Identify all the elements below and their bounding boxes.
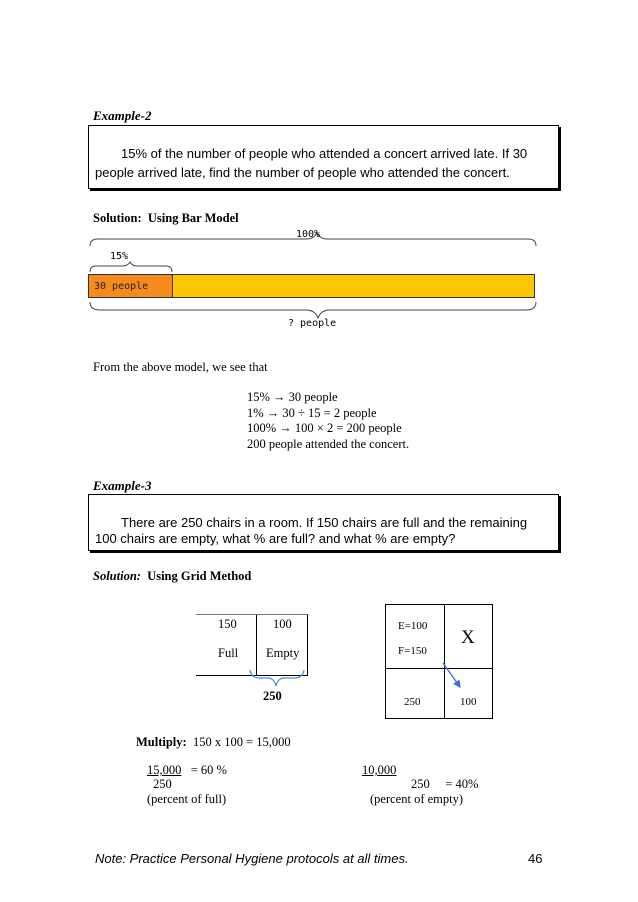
full-denominator: 250 [153, 777, 172, 791]
multiply-expression: 150 x 100 = 15,000 [192, 735, 291, 749]
empty-numerator: 10,000 [362, 763, 397, 777]
left-grid [196, 614, 308, 676]
solution-method: Using Bar Model [147, 211, 239, 225]
total-brace [248, 668, 308, 690]
step-4: 200 people attended the concert. [247, 436, 410, 451]
page-number: 46 [528, 851, 543, 866]
example-3-problem-box [88, 494, 559, 551]
problem-line-2: people arrived late, find the number of people who attended the concert. [95, 165, 510, 180]
whole-label: ? people [288, 318, 337, 329]
example-2-problem-box [88, 125, 559, 189]
problem-line-1: There are 250 chairs in a room. If 150 chairs are full and the remaining [121, 515, 528, 530]
f-label: F=150 [398, 645, 427, 657]
full-numerator: 15,000 [147, 763, 182, 777]
from-model-text: From the above model, we see that [93, 360, 268, 374]
right-grid-total: 250 [404, 696, 421, 708]
empty-denominator-line [411, 777, 478, 792]
empty-denominator: 250 [411, 777, 430, 791]
right-grid-hdivider [386, 668, 492, 669]
left-grid-total: 250 [263, 689, 282, 703]
left-grid-divider [256, 615, 257, 675]
example-2-solution-heading [93, 211, 239, 226]
part-percent-label: 15% [110, 251, 129, 262]
step-1: 15% → 30 people [247, 390, 338, 404]
example-3-solution-heading [93, 569, 251, 584]
bar-part-segment [88, 274, 173, 298]
footer-note: Note: Practice Personal Hygiene protocols at all times. [95, 851, 409, 866]
bottom-brace [90, 302, 536, 318]
empty-label: Empty [266, 646, 300, 660]
e-label: E=100 [398, 620, 428, 632]
x-label: X [461, 627, 475, 648]
part-brace [90, 262, 172, 272]
problem-line-2: 100 chairs are empty, what % are full? and what % are empty? [95, 531, 456, 546]
step-3: 100% → 100 × 2 = 200 people [247, 421, 402, 435]
multiply-label: Multiply: [136, 735, 187, 749]
multiply-line [136, 735, 291, 750]
right-grid [385, 604, 493, 719]
bar-whole-segment [172, 274, 535, 298]
diagonal-arrow [440, 660, 470, 694]
full-caption: (percent of full) [147, 792, 227, 806]
empty-caption: (percent of empty) [370, 792, 464, 806]
example-2-title: Example-2 [93, 108, 152, 123]
problem-line-1: 15% of the number of people who attended a concert arrived late. If 30 [121, 146, 528, 161]
solution-label: Solution: [93, 211, 142, 225]
bar-part-text: 30 people [94, 281, 149, 292]
full-value: 150 [218, 617, 237, 631]
full-label: Full [218, 646, 239, 660]
total-percent-label: 100% [296, 229, 321, 240]
full-result: = 60 % [190, 763, 227, 777]
solution-steps [247, 390, 409, 452]
empty-result: = 40% [445, 777, 479, 791]
solution-label: Solution: [93, 569, 141, 583]
solution-method: Using Grid Method [147, 569, 252, 583]
full-fraction [147, 763, 227, 778]
step-2: 1% → 30 ÷ 15 = 2 people [247, 405, 377, 420]
example-3-title: Example-3 [93, 478, 152, 493]
empty-value: 100 [273, 617, 292, 631]
right-grid-result: 100 [460, 696, 477, 708]
